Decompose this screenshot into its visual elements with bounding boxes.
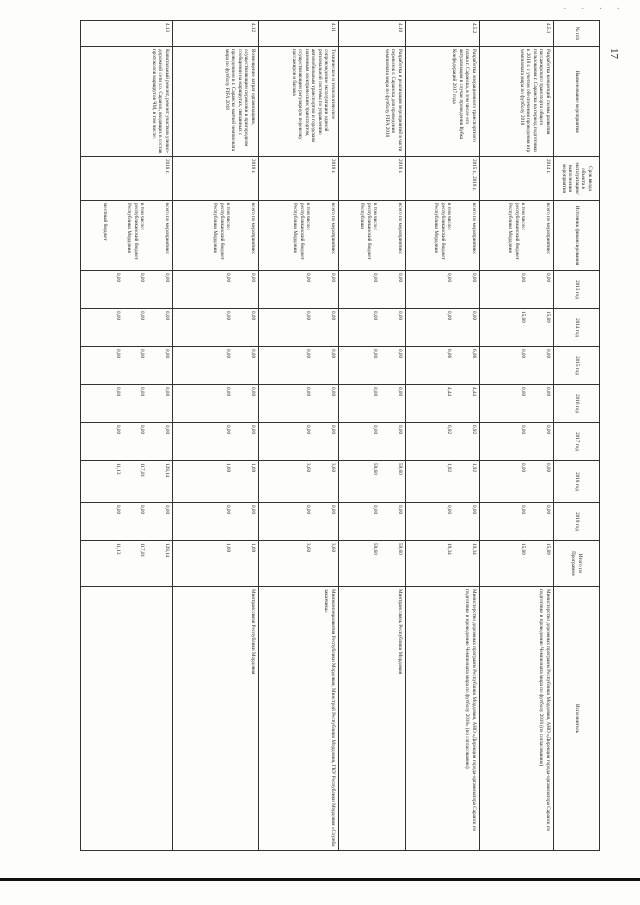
value-line: 59,60	[372, 463, 379, 475]
value-line: 0,00	[139, 349, 146, 359]
row-value	[173, 347, 259, 385]
col-2015: 2015 год	[554, 347, 600, 385]
value-line: 0,00	[250, 273, 256, 283]
col-2013: 2013 год	[554, 271, 600, 309]
table-row	[81, 21, 173, 851]
row-value	[81, 385, 173, 423]
value-line: 117,01	[139, 463, 146, 478]
value-line: 0,00	[372, 387, 379, 397]
value-line: 0,00	[115, 387, 121, 397]
row-value	[81, 461, 173, 503]
col-2018: 2018 год	[554, 461, 600, 503]
row-number: 4.12	[173, 21, 259, 47]
row-source	[339, 201, 406, 271]
value-line: 3,60	[330, 543, 336, 553]
row-value	[81, 423, 173, 461]
value-line: 0,00	[397, 505, 403, 515]
row-value	[173, 271, 259, 309]
value-line: 0,00	[250, 311, 256, 321]
value-line: 59,60	[397, 463, 403, 475]
value-line: 0,00	[372, 273, 379, 283]
col-no: № п/п	[554, 21, 600, 47]
value-line: 0,00	[115, 505, 121, 515]
value-line: 0,00	[397, 311, 403, 321]
row-value	[480, 347, 554, 385]
value-line: 6,06	[446, 349, 453, 359]
value-line: 0,00	[164, 425, 170, 435]
value-line: 0,00	[305, 425, 312, 435]
value-line: 0,00	[225, 349, 232, 359]
value-line: 0,00	[250, 505, 256, 515]
header-row	[554, 21, 600, 851]
row-number: 4.5.2	[406, 21, 480, 47]
value-line: 6,92	[471, 425, 477, 435]
row-source	[480, 201, 554, 271]
value-line: 3,60	[330, 463, 336, 473]
value-line: 15,89	[520, 311, 527, 323]
value-line: 4,44	[471, 387, 477, 397]
row-term: 2018 г.	[339, 157, 406, 201]
row-value	[339, 423, 406, 461]
value-line: 0,00	[446, 505, 453, 515]
row-number: 4.11	[259, 21, 339, 47]
row-event-name: Разработка операционного транспортного плана г. Саранска, в том числе его актуализация в случае проведения Кубка Конфедераций 2017 года	[406, 47, 480, 157]
value-line: 0,00	[250, 349, 256, 359]
source-line: в том числе: республиканский бюджет Республики Мордовия	[292, 203, 312, 260]
value-line: 0,00	[520, 505, 527, 515]
row-value	[480, 461, 554, 503]
row-value	[406, 503, 480, 541]
row-value	[406, 347, 480, 385]
value-line: 0,00	[250, 387, 256, 397]
value-line: 0,00	[397, 349, 403, 359]
value-line: 0,00	[372, 311, 379, 321]
value-line: 0,00	[164, 311, 170, 321]
row-executor: Минтранссвязи Республики Мордовия	[173, 587, 259, 851]
row-value	[406, 461, 480, 503]
row-value	[339, 503, 406, 541]
source-line: в том числе: республиканский бюджет Республики Мордовия	[126, 203, 146, 260]
value-line: 1,69	[250, 463, 256, 473]
row-source	[259, 201, 339, 271]
row-value	[259, 271, 339, 309]
row-source	[81, 201, 173, 271]
value-line: 0,00	[520, 387, 527, 397]
source-line: всего по мероприятию:	[330, 203, 336, 255]
source-line: в том числе: республиканский бюджет Республики Мордовия	[212, 203, 232, 260]
value-line: 0,00	[164, 349, 170, 359]
value-line: 15,89	[545, 543, 551, 555]
value-line: 19,34	[446, 543, 453, 555]
row-value	[406, 385, 480, 423]
value-line: 117,01	[139, 543, 146, 558]
value-line: 59,60	[372, 543, 379, 555]
row-value	[339, 271, 406, 309]
value-line: 1,69	[250, 543, 256, 553]
value-line: 0,00	[139, 311, 146, 321]
value-line: 1,69	[225, 543, 232, 553]
value-line: 0,00	[330, 505, 336, 515]
row-value	[259, 385, 339, 423]
source-line: всего по мероприятию:	[397, 203, 403, 255]
value-line: 0,00	[225, 505, 232, 515]
row-number: 4.10	[339, 21, 406, 47]
row-event-name: Капитальный ремонт, ремонт участков улично-дорожной сети г.о. Саранск, входящих в состав протоколов маршрутов ЧМ, в том числе:	[81, 47, 173, 157]
row-value	[81, 271, 173, 309]
source-line: местный бюджет	[102, 203, 108, 241]
value-line: 0,00	[545, 463, 551, 473]
value-line: 11,13	[115, 543, 121, 555]
value-line: 0,00	[471, 273, 477, 283]
value-line: 0,00	[471, 505, 477, 515]
value-line: 0,00	[330, 311, 336, 321]
row-source	[406, 201, 480, 271]
row-event-name: Разработка и реализация мероприятий в части перевозок г. Саранска для проведения чемпионата мира по футболу FIFA 2018	[339, 47, 406, 157]
col-executor: Исполнитель	[554, 587, 600, 851]
value-line: 0,00	[115, 349, 121, 359]
value-line: 0,00	[139, 425, 146, 435]
row-value	[173, 385, 259, 423]
col-total: Итого по Программе	[554, 541, 600, 587]
value-line: 0,00	[372, 425, 379, 435]
source-line: в том числе: республиканский бюджет Республики Мордовия	[433, 203, 453, 260]
value-line: 0,00	[397, 425, 403, 435]
row-term: 2015 г., 2018 г.	[406, 157, 480, 201]
row-value	[259, 541, 339, 587]
row-value	[406, 271, 480, 309]
value-line: 0,00	[545, 349, 551, 359]
row-value	[480, 503, 554, 541]
value-line: 0,00	[305, 311, 312, 321]
value-line: 0,00	[305, 273, 312, 283]
value-line: 1,92	[446, 463, 453, 473]
value-line: 0,00	[545, 273, 551, 283]
source-line: всего по мероприятию:	[164, 203, 170, 255]
row-value	[480, 541, 554, 587]
row-value	[259, 347, 339, 385]
value-line: 6,92	[446, 425, 453, 435]
row-value	[406, 309, 480, 347]
row-value	[406, 541, 480, 587]
value-line: 0,00	[115, 425, 121, 435]
value-line: 11,13	[115, 463, 121, 475]
value-line: 0,00	[225, 273, 232, 283]
row-value	[259, 309, 339, 347]
row-value	[81, 503, 173, 541]
row-value	[480, 309, 554, 347]
row-term: 2014 г.	[480, 157, 554, 201]
rotated-table-sheet	[80, 20, 600, 850]
value-line: 0,00	[471, 311, 477, 321]
value-line: 0,00	[225, 311, 232, 321]
value-line: 0,00	[330, 273, 336, 283]
source-line: всего по мероприятию:	[471, 203, 477, 255]
value-line: 0,00	[545, 425, 551, 435]
value-line: 0,00	[330, 349, 336, 359]
value-line: 0,00	[164, 387, 170, 397]
row-term: 2018 г.	[173, 157, 259, 201]
row-event-name: Техническое и технологическое сопровождение эксплуатации единой региональной системы по управлению автомобильным транспортом и городским наземным электрическим транспортом, осуществляющим регулярную перевозку пассажиров и багажа	[259, 47, 339, 157]
value-line: 0,00	[397, 387, 403, 397]
value-line: 0,00	[520, 425, 527, 435]
row-executor: Минтранссвязь Республики Мордовия	[339, 587, 406, 851]
row-value	[480, 385, 554, 423]
table-row	[173, 21, 259, 851]
value-line: 0,00	[225, 425, 232, 435]
value-line: 0,00	[305, 349, 312, 359]
row-source	[173, 201, 259, 271]
value-line: 1,92	[471, 463, 477, 473]
table-row	[480, 21, 554, 851]
row-value	[259, 423, 339, 461]
row-value	[339, 461, 406, 503]
scan-artifact: · · · ·	[563, 4, 626, 15]
row-term: 2018 г.	[259, 157, 339, 201]
value-line: 0,00	[372, 349, 379, 359]
value-line: 0,00	[305, 387, 312, 397]
value-line: 0,00	[545, 387, 551, 397]
page-bottom-rule	[0, 878, 640, 881]
value-line: 0,00	[225, 387, 232, 397]
col-source: Источник финансирования	[554, 201, 600, 271]
value-line: 0,00	[164, 273, 170, 283]
row-value	[480, 423, 554, 461]
value-line: 0,00	[139, 273, 146, 283]
value-line: 1,69	[225, 463, 232, 473]
row-term: 2018 г.	[81, 157, 173, 201]
table-row	[339, 21, 406, 851]
row-value	[339, 309, 406, 347]
value-line: 15,89	[545, 311, 551, 323]
row-value	[173, 541, 259, 587]
value-line: 0,00	[372, 505, 379, 515]
row-value	[173, 461, 259, 503]
value-line: 128,14	[164, 463, 170, 478]
source-line: в том числе: республиканский бюджет Республики Мордовия	[507, 203, 527, 260]
value-line: 128,14	[164, 543, 170, 558]
col-term: Срок ввода объекта в эксплуатацию/ выполнения мероприятия	[554, 157, 600, 201]
col-2014: 2014 год	[554, 309, 600, 347]
value-line: 0,00	[164, 505, 170, 515]
table-row	[406, 21, 480, 851]
value-line: 4,44	[446, 387, 453, 397]
row-event-name: Возмещение затрат организациям, осуществляющим перевозки в пригородном сообщении на маршрутах, связанных с проведением в г. Саранске матчей чемпионата мира по футболу FIFA 2018	[173, 47, 259, 157]
source-line: всего по мероприятию:	[545, 203, 551, 255]
value-line: 0,00	[330, 387, 336, 397]
source-line: в том числе: республиканский бюджет Республики	[359, 203, 379, 260]
program-table	[81, 20, 601, 851]
source-line: всего по мероприятию:	[250, 203, 256, 255]
row-event-name: Разработка концепций схемы развития пассажирского транспорта общего пользования г. Саранска на период подготовки к 2018 г. с учетом обеспечения проведения игр чемпионата мира по футболу 2018	[480, 47, 554, 157]
value-line: 0,00	[520, 349, 527, 359]
row-executor: Министерство дорожных программ Республики Мордовия, АНО «Дирекция города-организатора Саранск по подготовке и проведению Чемпионата мира по футболу 2018» (по согласованию)	[406, 587, 480, 851]
value-line: 0,00	[330, 425, 336, 435]
value-line: 0,00	[305, 505, 312, 515]
row-value	[480, 271, 554, 309]
value-line: 15,89	[520, 543, 527, 555]
row-executor: Министерство дорожных программ Республики Мордовия, АНО «Дирекция города-организатора Саранск по подготовке и проведению Чемпионата мира по футболу 2018 (по согласованию)	[480, 587, 554, 851]
value-line: 0,00	[139, 505, 146, 515]
row-value	[259, 461, 339, 503]
col-2016: 2016 год	[554, 385, 600, 423]
value-line: 0,00	[520, 273, 527, 283]
row-value	[406, 423, 480, 461]
row-executor: Минэкономразвития Республики Мордовия, Минстрой Республики Мордовия, ГКУ Республики Мордовия «Служба заказчика»	[259, 587, 339, 851]
row-value	[259, 503, 339, 541]
value-line: 59,60	[397, 543, 403, 555]
row-value	[173, 309, 259, 347]
col-2019: 2019 год	[554, 503, 600, 541]
row-number: 4.13	[81, 21, 173, 47]
value-line: 0,00	[545, 505, 551, 515]
value-line: 0,00	[446, 273, 453, 283]
row-value	[81, 541, 173, 587]
row-value	[173, 503, 259, 541]
value-line: 0,00	[250, 425, 256, 435]
value-line: 6,06	[471, 349, 477, 359]
row-value	[339, 347, 406, 385]
col-name: Наименование мероприятия	[554, 47, 600, 157]
value-line: 3,60	[305, 543, 312, 553]
row-value	[173, 423, 259, 461]
value-line: 19,34	[471, 543, 477, 555]
value-line: 0,00	[115, 273, 121, 283]
value-line: 0,00	[115, 311, 121, 321]
row-executor	[81, 587, 173, 851]
value-line: 0,00	[446, 311, 453, 321]
page-number: 17	[608, 48, 620, 59]
col-2017: 2017 год	[554, 423, 600, 461]
row-number: 4.5.1	[480, 21, 554, 47]
table-row	[259, 21, 339, 851]
value-line: 0,00	[139, 387, 146, 397]
row-value	[81, 309, 173, 347]
row-value	[339, 541, 406, 587]
value-line: 0,00	[397, 273, 403, 283]
value-line: 0,00	[520, 463, 527, 473]
row-value	[81, 347, 173, 385]
row-value	[339, 385, 406, 423]
value-line: 3,60	[305, 463, 312, 473]
